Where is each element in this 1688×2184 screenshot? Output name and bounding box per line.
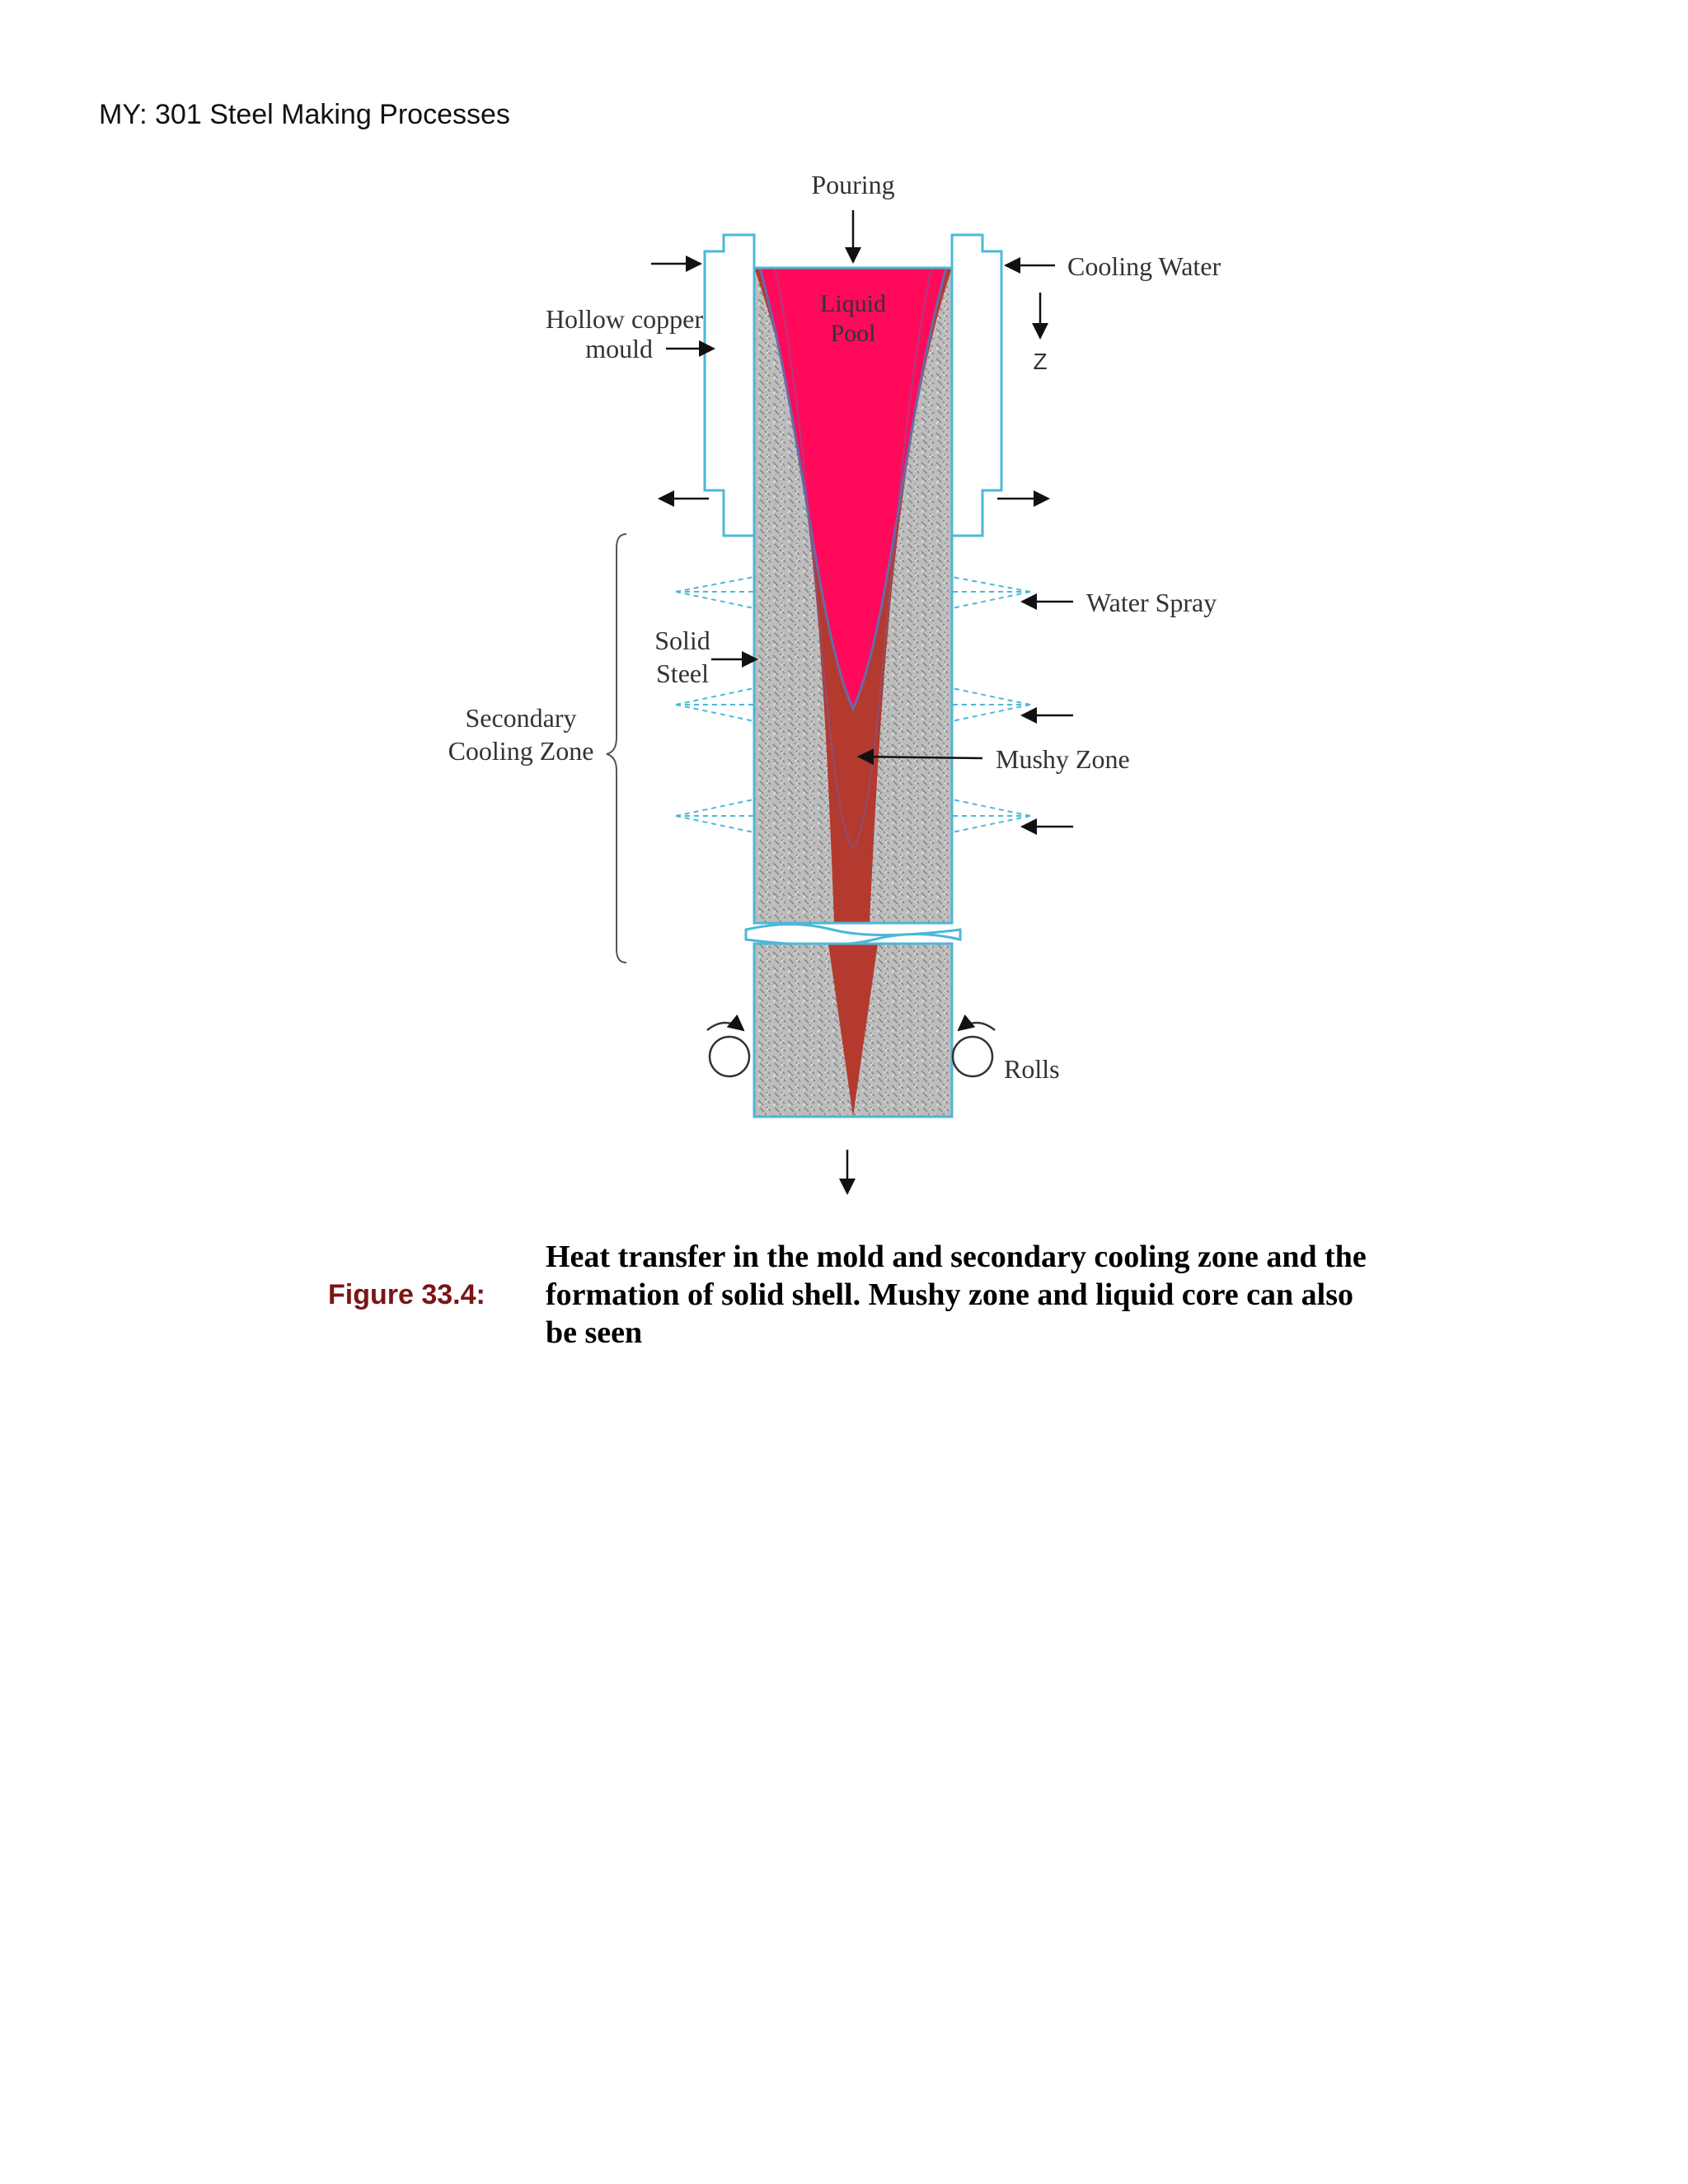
solid-steel-label-1: Solid	[654, 626, 710, 655]
rolls-label: Rolls	[1004, 1054, 1060, 1084]
figure-caption: Heat transfer in the mold and secondary cooling zone and the formation of solid shell. Mushy zone and liquid core can also be seen	[546, 1240, 1367, 1350]
liquid-pool-label-2: Pool	[830, 320, 876, 347]
strand-lower	[754, 944, 952, 1117]
liquid-pool-label-1: Liquid	[820, 290, 886, 317]
mushy-zone-label: Mushy Zone	[996, 744, 1130, 774]
secondary-zone-label-2: Cooling Zone	[448, 736, 594, 766]
secondary-zone-label-1: Secondary	[465, 703, 577, 733]
pouring-label: Pouring	[811, 170, 895, 199]
secondary-zone-brace	[607, 534, 626, 963]
strand-upper	[754, 268, 952, 923]
z-axis-label: Z	[1033, 349, 1048, 374]
page-header: MY: 301 Steel Making Processes	[99, 99, 510, 130]
water-spray-label: Water Spray	[1086, 588, 1217, 617]
solid-steel-label-2: Steel	[656, 658, 709, 688]
strand-break	[746, 925, 960, 945]
figure-label: Figure 33.4:	[328, 1279, 485, 1310]
roll-right	[953, 1037, 992, 1076]
cooling-water-label: Cooling Water	[1067, 251, 1221, 281]
hollow-mould-label-1: Hollow copper	[545, 304, 703, 334]
hollow-mould-label-2: mould	[585, 334, 653, 363]
roll-left	[710, 1037, 749, 1076]
